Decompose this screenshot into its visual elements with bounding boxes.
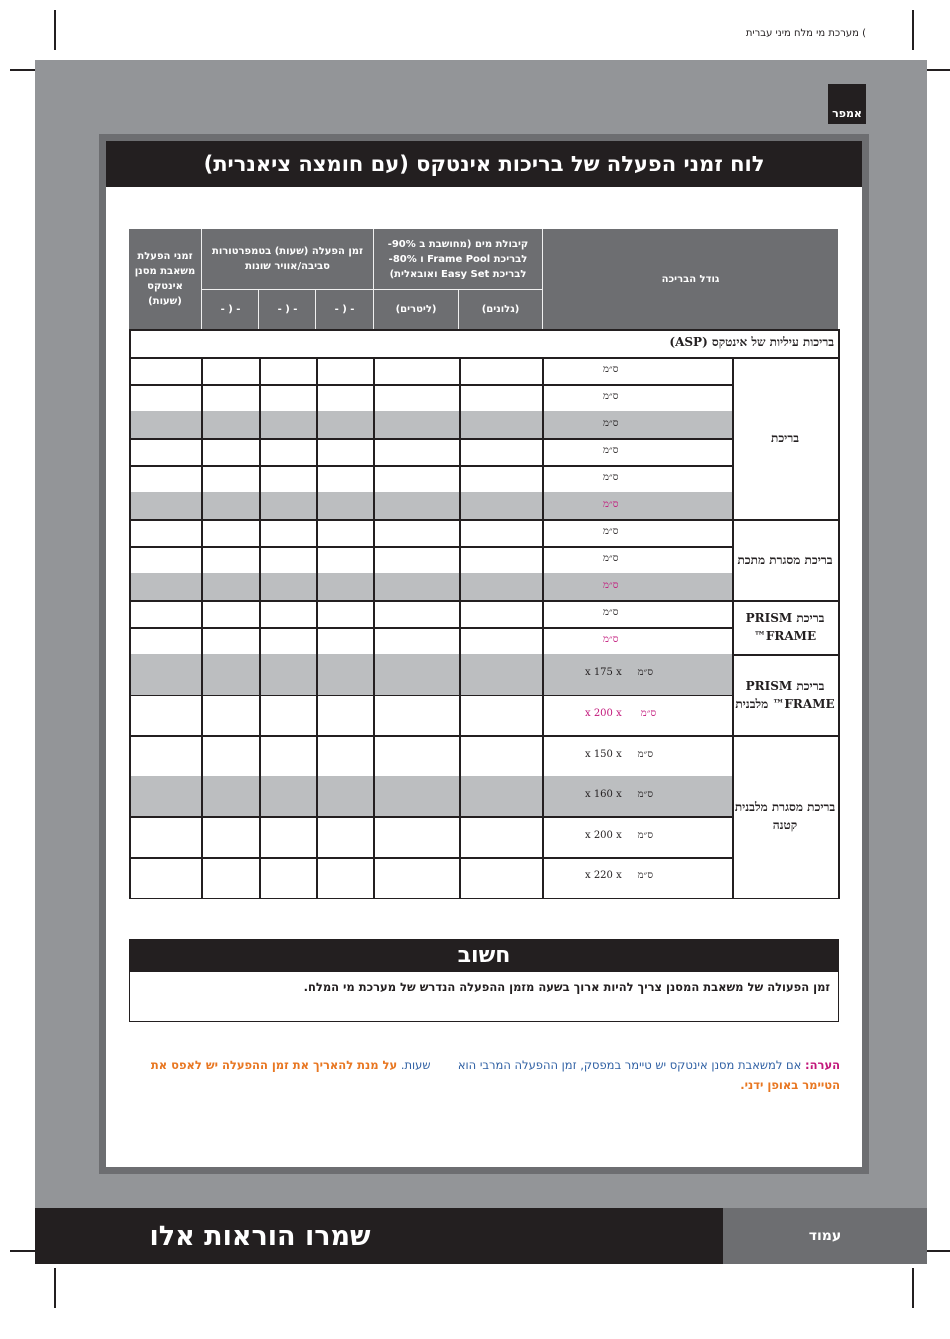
note-text-blue: אם למשאבת מסנן אינטקס יש טיימר במפסק, זמן ההפעלה המרבי הוא — [457, 1058, 802, 1072]
pool-size-cell: x 220 x ס״מ — [585, 870, 654, 882]
table-column-border — [129, 357, 131, 899]
pool-size-cell: ס״מ — [603, 471, 619, 483]
page-title: לוח זמני הפעלה של בריכות אינטקס (עם חומצה ציאנרית) — [106, 141, 862, 187]
table-column-border — [259, 357, 261, 899]
table-column-border — [201, 357, 203, 899]
note-label: הערה: — [805, 1058, 840, 1072]
table-border — [129, 329, 838, 331]
pool-size-cell: x 150 x ס״מ — [585, 748, 654, 760]
table-row-border — [129, 546, 732, 548]
table-column-border — [838, 357, 840, 899]
important-title: חשוב — [129, 939, 839, 972]
table-row-border — [129, 465, 732, 467]
pool-size-cell: x 175 x ס״מ — [585, 667, 654, 679]
section-tab: אמפר — [828, 84, 866, 124]
header-temp-col: - ( - — [277, 304, 298, 315]
table-column-border — [459, 357, 461, 899]
table-column-border — [373, 357, 375, 899]
header-divider — [258, 289, 259, 329]
crop-mark — [912, 10, 914, 50]
table-row-border — [129, 384, 732, 386]
pool-group-label: בריכת PRISM FRAME™ מלבנית — [735, 678, 835, 711]
table-row-border — [129, 438, 732, 440]
pool-size-cell: ס״מ — [603, 579, 619, 591]
table-column-border — [732, 357, 734, 899]
table-border — [838, 329, 840, 357]
section-title: בריכות עיליות של אינטקס (ASP) — [669, 335, 834, 349]
table-row-border — [129, 816, 732, 818]
pool-group-label: בריכת מסגרת מתכת — [737, 552, 833, 567]
header-operating-time: זמן הפעלה (שעות) בטמפרטורות סביבה/אוויר שונות — [211, 246, 364, 272]
table-row-shade — [129, 411, 732, 438]
pool-size-cell: x 200 x ס״מ — [585, 707, 657, 719]
header-divider — [201, 289, 542, 290]
header-divider — [458, 289, 459, 329]
running-header: ) מערכת מי מלח מיני עברית — [745, 28, 866, 39]
header-divider — [201, 229, 202, 329]
pool-size-cell: ס״מ — [603, 363, 619, 375]
footer-slogan: שמרו הוראות אלו — [149, 1220, 371, 1252]
table-row-shade — [129, 573, 732, 600]
pool-size-cell: ס״מ — [603, 606, 619, 618]
pool-group-label: בריכת — [771, 431, 800, 445]
crop-mark — [54, 10, 56, 50]
table-column-border — [316, 357, 318, 899]
pool-group-label: בריכת PRISM FRAME™ — [745, 611, 825, 643]
header-temp-col: - ( - — [334, 304, 355, 315]
pool-size-cell: x 160 x ס״מ — [585, 789, 654, 801]
header-divider — [315, 289, 316, 329]
header-divider — [373, 229, 374, 329]
header-gallons: (גלונים) — [481, 304, 520, 315]
pool-size-cell: ס״מ — [603, 633, 619, 645]
table-row-border — [129, 857, 732, 859]
pool-size-cell: ס״מ — [603, 498, 619, 510]
header-divider — [542, 229, 543, 329]
header-temp-col: - ( - — [220, 304, 241, 315]
pool-size-cell: x 200 x ס״מ — [585, 829, 654, 841]
important-text: זמן הפעולה של משאבת המסנן צריך להיות ארוך בשעה מזמן ההפעלה הנדרש של מערכת מי המלח. — [303, 980, 830, 994]
table-column-border — [542, 357, 544, 899]
pool-size-cell: ס״מ — [603, 390, 619, 402]
note-hours: שעות. — [400, 1058, 431, 1072]
header-pump-time: זמני הפעלת משאבת מסנן אינטקס (שעות) — [134, 251, 196, 307]
header-pool-size: גודל הבריכה — [661, 273, 720, 285]
table-row-border — [129, 627, 732, 629]
pool-size-cell: ס״מ — [603, 417, 619, 429]
pool-group-label: בריכת מסגרת מלבנית קטנה — [734, 800, 836, 833]
table-row-border — [129, 695, 732, 697]
header-water-capacity: קיבולת מים (מחושבת ב 90%- לבריכת Frame Pool ו 80%- לבריכת Easy Set ואובאלית) — [387, 238, 529, 280]
header-liters: (ליטרים) — [395, 304, 437, 315]
note-text-orange: על מנת להאריך את זמן ההפעלה יש לאפס את הטיימר באופן ידני. — [150, 1058, 840, 1092]
note — [140, 1055, 840, 1095]
pool-size-cell: ס״מ — [603, 525, 619, 537]
pool-size-cell: ס״מ — [603, 552, 619, 564]
crop-mark — [54, 1268, 56, 1308]
table-border — [129, 329, 131, 357]
footer-page-label: עמוד — [723, 1208, 927, 1264]
table-row-shade — [129, 492, 732, 519]
crop-mark — [912, 1268, 914, 1308]
pool-size-cell: ס״מ — [603, 444, 619, 456]
